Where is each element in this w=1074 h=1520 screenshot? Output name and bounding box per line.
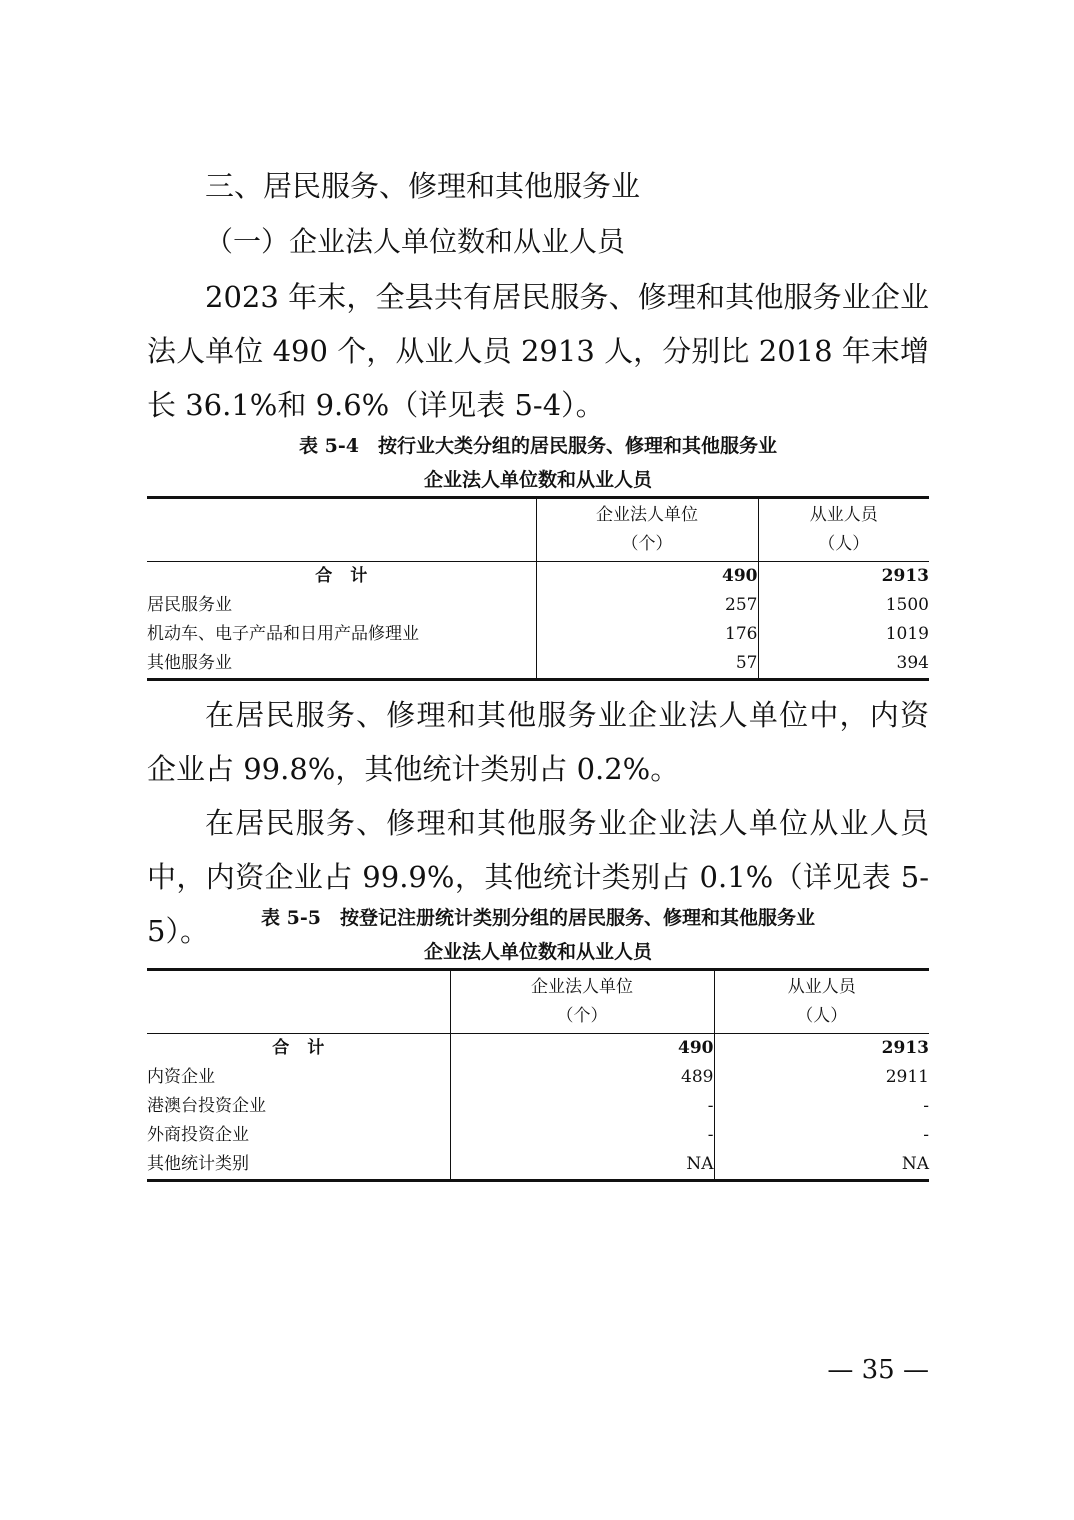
header-units [536,498,758,562]
table-row [147,620,929,649]
row-label: 居民服务业 [147,595,232,615]
row-label: 其他服务业 [147,649,536,680]
table-row [147,1092,929,1121]
paragraph-units-share: 在居民服务、修理和其他服务业企业法人单位中，内资企业占 99.8%，其他统计类别占 0.2%。 [147,698,929,786]
row-units: - [450,1092,714,1121]
table-row-total [147,562,929,592]
row-units: 176 [536,620,758,649]
paragraph-intro: 2023 年末，全县共有居民服务、修理和其他服务业企业法人单位 490 个，从业人员 2913 人，分别比 2018 年末增长 36.1%和 9.6%（详见表 5-4）。 [147,280,929,422]
header-employees-label: 从业人员 [787,977,856,997]
row-employees: 394 [758,649,929,680]
row-label: 港澳台投资企业 [147,1096,266,1116]
row-label: 合计 [315,566,386,586]
row-label: 内资企业 [147,1067,215,1087]
page-number: — 35 — [827,1355,929,1385]
row-label: 其他统计类别 [147,1150,450,1181]
table-5-4 [147,496,929,681]
table-row [147,649,929,680]
section-title: 三、居民服务、修理和其他服务业 [205,169,641,203]
row-employees: 1500 [758,591,929,620]
table-row [147,1063,929,1092]
table2-caption-line1: 表 5-5 按登记注册统计类别分组的居民服务、修理和其他服务业 [261,907,815,929]
row-employees: 2911 [714,1063,929,1092]
header-blank [147,498,536,562]
header-employees-unit: （人） [796,1006,848,1026]
table-header-row [147,970,929,1034]
table-row [147,1121,929,1150]
header-units-label: 企业法人单位 [531,977,633,997]
header-units-unit: （个） [621,534,673,554]
header-employees-label: 从业人员 [809,505,878,525]
paragraph-employees-share: 在居民服务、修理和其他服务业企业法人单位从业人员中，内资企业占 99.9%，其他统计类别占 0.1%（详见表 5-5）。 [147,806,929,948]
row-employees: 2913 [714,1034,929,1064]
row-employees: 2913 [758,562,929,592]
row-units: 57 [536,649,758,680]
row-label: 合计 [272,1038,343,1058]
table-5-5 [147,968,929,1182]
row-label: 外商投资企业 [147,1125,249,1145]
header-units-label: 企业法人单位 [596,505,698,525]
row-units: 490 [536,562,758,592]
row-employees: - [714,1092,929,1121]
row-units: 257 [536,591,758,620]
row-employees: NA [714,1150,929,1181]
row-units: 489 [450,1063,714,1092]
table1-caption-line1: 表 5-4 按行业大类分组的居民服务、修理和其他服务业 [299,435,777,457]
table-row-total [147,1034,929,1064]
header-employees-unit: （人） [818,534,870,554]
row-units: 490 [450,1034,714,1064]
header-units-unit: （个） [556,1006,608,1026]
header-blank [147,970,450,1034]
table-header-row [147,498,929,562]
table-row [147,591,929,620]
subsection-title: （一）企业法人单位数和从业人员 [205,225,626,258]
header-units [450,970,714,1034]
header-employees [758,498,929,562]
header-employees [714,970,929,1034]
row-units: - [450,1121,714,1150]
table1-caption-line2: 企业法人单位数和从业人员 [423,469,652,491]
table-row [147,1150,929,1181]
row-units: NA [450,1150,714,1181]
row-label: 机动车、电子产品和日用产品修理业 [147,624,419,644]
row-employees: - [714,1121,929,1150]
table2-caption-line2: 企业法人单位数和从业人员 [423,941,652,963]
row-employees: 1019 [758,620,929,649]
